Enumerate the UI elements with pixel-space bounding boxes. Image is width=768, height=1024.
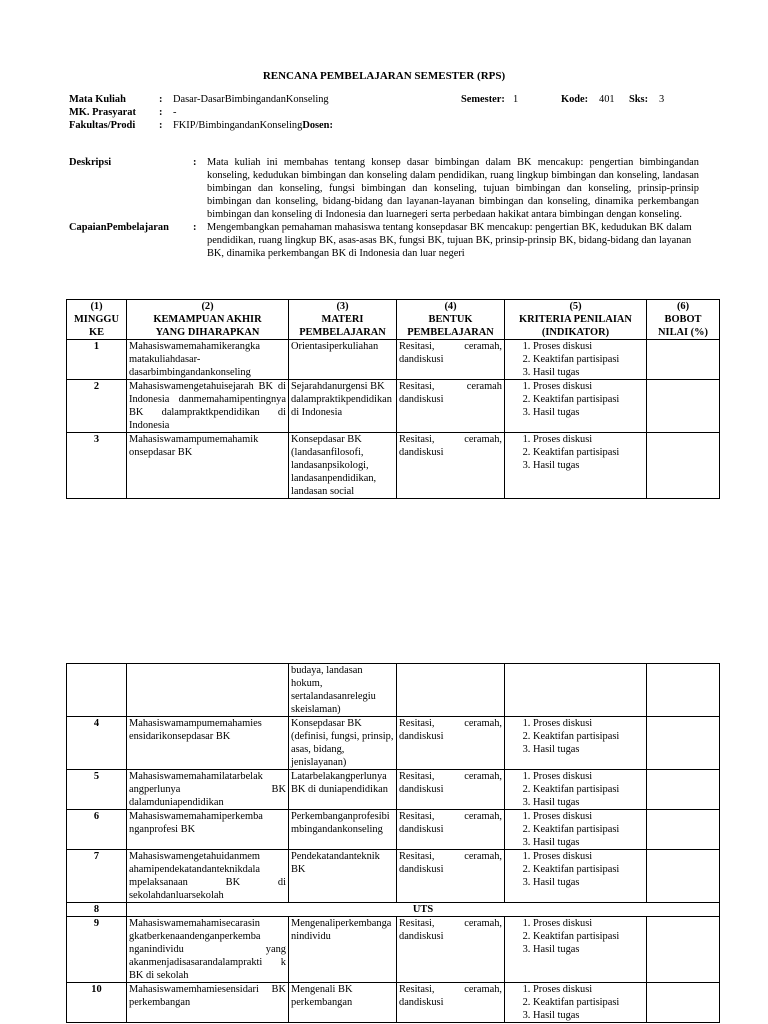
table-row [67,717,720,770]
criteria-item: 2. Keaktifan partisipasi [533,930,644,943]
table-row-uts [67,903,720,917]
criteria-item: 2. Keaktifan partisipasi [533,446,644,459]
cell-no: 2 [67,380,127,433]
colon: : [159,107,163,118]
criteria-list [507,433,644,472]
criteria-item: 3. Hasil tugas [533,943,644,956]
cell-kriteria [505,983,647,1023]
cell-kriteria [505,717,647,770]
cell-bentuk: Resitasi, ceramah, dandiskusi [397,433,505,499]
cell-no: 5 [67,770,127,810]
cell-bobot [647,717,720,770]
criteria-item: 2. Keaktifan partisipasi [533,730,644,743]
cell-bentuk: Resitasi, ceramah dandiskusi [397,380,505,433]
kode-value: 401 [599,94,615,105]
criteria-list [507,983,644,1022]
cell-bentuk: Resitasi, ceramah, dandiskusi [397,770,505,810]
cell-bobot [647,433,720,499]
table-row [67,983,720,1023]
cell-kriteria [505,380,647,433]
cell-no: 7 [67,850,127,903]
cell-bentuk [397,664,505,717]
fakultas-value [173,119,473,132]
cell-kemampuan: Mahasiswamengetahuisejarah BK di Indonesia danmemahamipentingnya BK dalampraktkpendidikan di Indonesia [127,380,289,433]
cell-kriteria [505,770,647,810]
table-header-row [67,300,720,340]
criteria-item: 3. Hasil tugas [533,1009,644,1022]
criteria-item: 1. Proses diskusi [533,433,644,446]
meta-row-fakultas [69,119,719,132]
criteria-item: 1. Proses diskusi [533,917,644,930]
cell-kemampuan: Mahasiswamemahamikerangka matakuliahdasar-dasarbimbingandankonseling [127,340,289,380]
cell-bentuk: Resitasi, ceramah, dandiskusi [397,810,505,850]
cell-bentuk: Resitasi, ceramah, dandiskusi [397,717,505,770]
kode-label: Kode: [561,94,589,105]
table-row [67,810,720,850]
cell-kemampuan [127,664,289,717]
mata-kuliah-label: Mata Kuliah [69,94,126,105]
deskripsi-row [69,156,699,221]
semester-info [461,93,664,106]
header-kriteria: (5) KRITERIA PENILAIAN (INDIKATOR) [505,300,647,340]
colon: : [193,157,197,168]
dosen-label: Dosen: [302,120,333,131]
cell-materi: Pendekatandanteknik BK [289,850,397,903]
cell-kriteria [505,433,647,499]
criteria-item: 1. Proses diskusi [533,983,644,996]
cell-no: 8 [67,903,127,917]
header-minggu: (1) MINGGU KE [67,300,127,340]
cell-kriteria [505,664,647,717]
semester-label: Semester: [461,94,505,105]
criteria-item: 2. Keaktifan partisipasi [533,996,644,1009]
cell-no: 3 [67,433,127,499]
cell-kriteria [505,810,647,850]
cell-kriteria [505,917,647,983]
criteria-item: 3. Hasil tugas [533,459,644,472]
table-row [67,850,720,903]
cell-bentuk: Resitasi, ceramah, dandiskusi [397,850,505,903]
header-kemampuan: (2) KEMAMPUAN AKHIR YANG DIHARAPKAN [127,300,289,340]
mata-kuliah-value: Dasar-DasarBimbingandanKonseling [173,94,329,105]
table-row [67,917,720,983]
capaian-text: Mengembangkan pemahaman mahasiswa tentang konsepdasar BK mencakup: pengertian BK, kedudukan BK dalam pendidikan, ruang lingkup BK, asas-asas BK, fungsi BK, tujuan BK, prinsip-prinsip BK, bidang-bidang dan layanan BK, dinamika perkembangan BK di Indonesia dan luar negeri [207,222,692,259]
prasyarat-value: - [173,107,177,118]
criteria-item: 3. Hasil tugas [533,366,644,379]
table-row [67,340,720,380]
sks-label: Sks: [629,94,649,105]
criteria-item: 1. Proses diskusi [533,340,644,353]
fakultas-label: Fakultas/Prodi [69,120,136,131]
cell-kemampuan: Mahasiswamengetahuidanmem ahamipendekatandanteknikdala mpelaksanaan BK di sekolahdanluarsekolah [127,850,289,903]
cell-bentuk: Resitasi, ceramah, dandiskusi [397,917,505,983]
capaian-label: CapaianPembelajaran [69,222,169,233]
cell-no: 10 [67,983,127,1023]
criteria-list [507,717,644,756]
criteria-item: 1. Proses diskusi [533,770,644,783]
cell-no: 9 [67,917,127,983]
cell-materi: Konsepdasar BK (definisi, fungsi, prinsip, asas, bidang, jenislayanan) [289,717,397,770]
criteria-item: 2. Keaktifan partisipasi [533,783,644,796]
criteria-item: 3. Hasil tugas [533,836,644,849]
cell-materi: Sejarahdanurgensi BK dalampraktikpendidikan di Indonesia [289,380,397,433]
criteria-item: 3. Hasil tugas [533,406,644,419]
header-bobot: (6) BOBOT NILAI (%) [647,300,720,340]
cell-bobot [647,917,720,983]
header-materi: (3) MATERI PEMBELAJARAN [289,300,397,340]
deskripsi-text: Mata kuliah ini membahas tentang konsep dasar bimbingan dalam BK mencakup: pengertian bimbingandan konseling, kedudukan bimbingan dan konseling dalam pendidikan, ruang lingkup bimbingan dan konseling, landasan bimbingan dan konseling, fungsi bimbingan dan konseling, tujuan bimbingan dan konseling, prinsip-prinsip bimbingan dan konseling, bidang-bidang dan layanan-layanan bimbingan dan konseling, dinamika perkembangan bimbingan dan konseling di Indonesia dan luarnegeri serta perbedaan hakikat antara bimbingan dengan konseling. [207,157,699,220]
rps-table-page2 [66,663,720,1023]
criteria-item: 2. Keaktifan partisipasi [533,823,644,836]
criteria-list [507,340,644,379]
colon: : [193,222,197,233]
cell-kemampuan: Mahasiswamemahamisecarasin gkatberkenaandenganperkemba nganindividu yang akanmenjadisasarandalamprakti k BK di sekolah [127,917,289,983]
criteria-item: 1. Proses diskusi [533,850,644,863]
cell-kemampuan: Mahasiswamemhamiesensidari BK perkembangan [127,983,289,1023]
criteria-item: 3. Hasil tugas [533,796,644,809]
cell-bobot [647,664,720,717]
cell-materi: budaya, landasan hokum, sertalandasanrelegiu skeislaman) [289,664,397,717]
course-meta [69,93,719,132]
criteria-item: 3. Hasil tugas [533,876,644,889]
cell-bobot [647,380,720,433]
criteria-item: 3. Hasil tugas [533,743,644,756]
capaian-row [69,221,699,260]
cell-kemampuan: Mahasiswamampumemahamies ensidarikonsepdasar BK [127,717,289,770]
cell-bobot [647,810,720,850]
cell-bentuk: Resitasi, ceramah, dandiskusi [397,983,505,1023]
cell-kemampuan: Mahasiswamemahamilatarbelak angperlunya BK dalamduniapendidikan [127,770,289,810]
table-row [67,770,720,810]
rps-table-page1 [66,299,720,499]
cell-bobot [647,340,720,380]
cell-bobot [647,850,720,903]
cell-no: 4 [67,717,127,770]
uts-label: UTS [127,903,720,917]
table-row [67,433,720,499]
cell-kriteria [505,850,647,903]
criteria-list [507,810,644,849]
criteria-list [507,380,644,419]
sks-value: 3 [659,94,665,105]
cell-no: 6 [67,810,127,850]
criteria-list [507,770,644,809]
cell-kriteria [505,340,647,380]
cell-materi: Orientasiperkuliahan [289,340,397,380]
fakultas-text: FKIP/BimbingandanKonseling [173,120,303,131]
colon: : [159,94,163,105]
cell-materi: Konsepdasar BK (landasanfilosofi, landasanpsikologi, landasanpendidikan, landasan social [289,433,397,499]
prasyarat-label: MK. Prasyarat [69,107,136,118]
criteria-item: 2. Keaktifan partisipasi [533,393,644,406]
criteria-list [507,850,644,889]
cell-kemampuan: Mahasiswamemahamiperkemba nganprofesi BK [127,810,289,850]
cell-materi: Mengenaliperkembanganindividu [289,917,397,983]
criteria-item: 2. Keaktifan partisipasi [533,353,644,366]
table-row-continuation [67,664,720,717]
cell-materi: Perkembanganprofesibimbingandankonseling [289,810,397,850]
header-bentuk: (4) BENTUK PEMBELAJARAN [397,300,505,340]
table-row [67,380,720,433]
meta-row-prasyarat [69,106,719,119]
document-title: RENCANA PEMBELAJARAN SEMESTER (RPS) [262,70,506,82]
cell-bentuk: Resitasi, ceramah, dandiskusi [397,340,505,380]
cell-bobot [647,983,720,1023]
description-block [69,156,699,260]
cell-materi: Latarbelakangperlunya BK di duniapendidikan [289,770,397,810]
criteria-item: 1. Proses diskusi [533,717,644,730]
cell-kemampuan: Mahasiswamampumemahamik onsepdasar BK [127,433,289,499]
cell-no [67,664,127,717]
semester-value: 1 [513,94,519,105]
cell-no: 1 [67,340,127,380]
colon: : [159,120,163,131]
criteria-item: 1. Proses diskusi [533,380,644,393]
criteria-item: 2. Keaktifan partisipasi [533,863,644,876]
criteria-list [507,917,644,956]
cell-bobot [647,770,720,810]
deskripsi-label: Deskripsi [69,157,112,168]
cell-materi: Mengenali BK perkembangan [289,983,397,1023]
criteria-item: 1. Proses diskusi [533,810,644,823]
